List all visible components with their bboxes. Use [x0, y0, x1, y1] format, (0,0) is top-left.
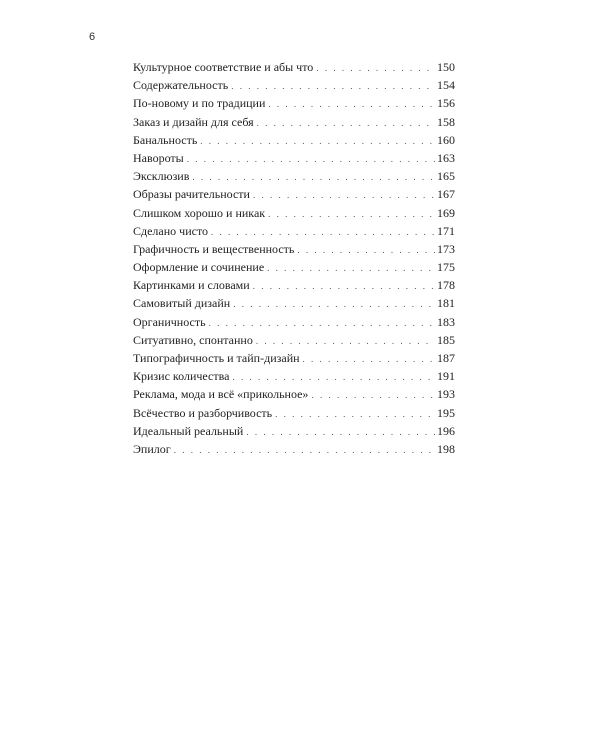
toc-entry-title: Оформление и сочинение — [133, 260, 265, 275]
toc-entry-title: По-новому и по традиции — [133, 96, 266, 111]
toc-entry-title: Типографичность и тайп-дизайн — [133, 351, 300, 365]
toc-entry — [133, 258, 455, 276]
toc-entry — [133, 240, 455, 258]
toc-entry-title: Эксклюзив — [133, 169, 190, 184]
toc-entry-page: 160 — [437, 132, 455, 147]
toc-entry-title: Культурное соответствие и абы что — [133, 60, 314, 74]
toc-entry — [133, 94, 455, 112]
dot-leader — [231, 77, 435, 95]
dot-leader — [303, 350, 435, 368]
dot-leader — [311, 386, 435, 404]
dot-leader — [256, 332, 435, 350]
toc-entry-page: 154 — [437, 78, 455, 93]
toc-entry — [133, 113, 455, 131]
dot-leader — [268, 95, 435, 113]
toc-entry — [133, 204, 455, 222]
toc-entry-page: 158 — [437, 114, 455, 129]
toc-entry-title: Картинками и словами — [133, 278, 250, 293]
table-of-contents — [133, 58, 455, 458]
toc-entry — [133, 440, 455, 458]
toc-entry-title: Образы рачительности — [133, 187, 250, 202]
toc-entry — [133, 313, 455, 331]
dot-leader — [268, 205, 435, 223]
toc-entry-title: Реклама, мода и всё «прикольное» — [133, 387, 309, 402]
toc-entry-title: Содержательность — [133, 78, 229, 93]
toc-entry — [133, 149, 455, 167]
dot-leader — [253, 277, 435, 295]
page-number: 6 — [89, 31, 96, 43]
toc-entry-page: 178 — [437, 278, 455, 293]
toc-entry — [133, 422, 455, 440]
toc-entry-page: 198 — [437, 441, 455, 456]
toc-entry — [133, 276, 455, 294]
toc-entry-title: Банальность — [133, 132, 198, 147]
toc-entry — [133, 131, 455, 149]
toc-entry-page: 193 — [437, 387, 455, 402]
dot-leader — [257, 114, 435, 132]
toc-entry-title: Органичность — [133, 314, 206, 329]
toc-entry — [133, 222, 455, 240]
toc-entry-page: 191 — [437, 369, 455, 384]
dot-leader — [297, 241, 435, 259]
toc-entry-page: 195 — [437, 405, 455, 420]
toc-entry-page: 185 — [437, 332, 455, 347]
dot-leader — [187, 150, 435, 168]
toc-entry-page: 196 — [437, 423, 455, 438]
toc-entry — [133, 185, 455, 203]
toc-entry-page: 156 — [437, 96, 455, 111]
toc-entry-title: Самовитый дизайн — [133, 296, 231, 311]
toc-entry-title: Эпилог — [133, 441, 171, 456]
toc-entry-page: 173 — [437, 241, 455, 256]
toc-entry-page: 163 — [437, 150, 455, 165]
toc-entry — [133, 385, 455, 403]
toc-entry — [133, 349, 455, 367]
dot-leader — [233, 295, 435, 313]
toc-entry — [133, 167, 455, 185]
toc-entry-title: Сделано чисто — [133, 223, 209, 238]
dot-leader — [192, 168, 435, 186]
toc-entry-title: Навороты — [133, 150, 184, 165]
toc-entry-page: 175 — [437, 260, 455, 275]
toc-entry-page: 169 — [437, 205, 455, 220]
dot-leader — [232, 368, 435, 386]
toc-entry-page: 181 — [437, 296, 455, 311]
toc-entry — [133, 404, 455, 422]
dot-leader — [209, 314, 435, 332]
toc-entry-title: Всёчество и разборчивость — [133, 405, 273, 420]
toc-entry — [133, 76, 455, 94]
toc-entry-page: 165 — [437, 169, 455, 184]
dot-leader — [174, 441, 435, 459]
dot-leader — [246, 423, 435, 441]
toc-entry-title: Идеальный реальный — [133, 423, 244, 438]
dot-leader — [253, 186, 435, 204]
toc-entry-page: 167 — [437, 187, 455, 202]
dot-leader — [275, 405, 435, 423]
toc-entry-title: Слишком хорошо и никак — [133, 205, 266, 220]
toc-entry-title: Заказ и дизайн для себя — [133, 114, 254, 129]
toc-entry-page: 171 — [437, 223, 455, 238]
toc-entry — [133, 294, 455, 312]
toc-entry — [133, 58, 455, 76]
toc-entry — [133, 367, 455, 385]
dot-leader — [200, 132, 435, 150]
dot-leader — [316, 59, 435, 77]
toc-entry-title: Кризис количества — [133, 369, 230, 384]
toc-entry-title: Графичность и вещественность — [133, 241, 295, 256]
dot-leader — [211, 223, 435, 241]
toc-entry-page: 183 — [437, 314, 455, 329]
toc-entry — [133, 331, 455, 349]
toc-entry-page: 187 — [437, 351, 455, 365]
toc-entry-page: 150 — [437, 60, 455, 74]
toc-entry-title: Ситуативно, спонтанно — [133, 332, 253, 347]
dot-leader — [267, 259, 435, 277]
